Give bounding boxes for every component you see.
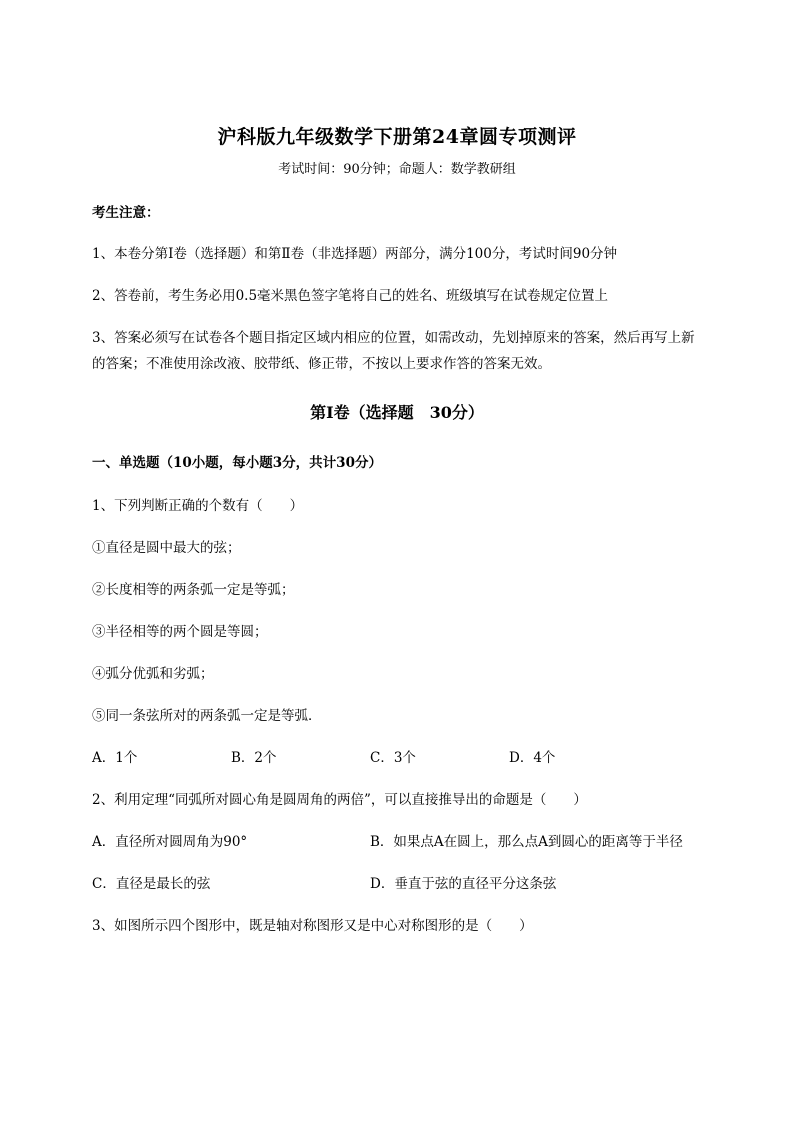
question-1-option-b: B．2个 bbox=[231, 750, 277, 766]
notice-item-2: 2、答卷前，考生务必用0.5毫米黑色签字笔将自己的姓名、班级填写在试卷规定位置上 bbox=[92, 288, 609, 304]
section-heading: 一、单选题（10小题，每小题3分，共计30分） bbox=[92, 455, 382, 471]
exam-info: 考试时间：90分钟；命题人：数学教研组 bbox=[278, 162, 516, 177]
notice-item-1: 1、本卷分第I卷（选择题）和第Ⅱ卷（非选择题）两部分，满分100分，考试时间90分钟 bbox=[92, 246, 618, 262]
question-1-statement-2: ②长度相等的两条弧一定是等弧； bbox=[92, 582, 295, 598]
notice-heading: 考生注意： bbox=[92, 205, 160, 221]
question-1-statement-1: ①直径是圆中最大的弦； bbox=[92, 540, 241, 556]
question-1-option-d: D．4个 bbox=[509, 750, 556, 766]
question-1-option-a: A．1个 bbox=[92, 750, 138, 766]
question-1-statement-4: ④弧分优弧和劣弧； bbox=[92, 666, 214, 682]
part-title: 第I卷（选择题 30分） bbox=[310, 403, 484, 422]
notice-item-3: 3、答案必须写在试卷各个题目指定区域内相应的位置，如需改动，先划掉原来的答案，然后再写上新 bbox=[92, 330, 695, 346]
question-1-statement-5: ⑤同一条弦所对的两条弧一定是等弧． bbox=[92, 708, 322, 724]
question-3-stem: 3、如图所示四个图形中，既是轴对称图形又是中心对称图形的是（ ） bbox=[92, 918, 533, 934]
page-title: 沪科版九年级数学下册第24章圆专项测评 bbox=[217, 126, 577, 148]
question-2-option-c: C．直径是最长的弦 bbox=[92, 876, 211, 892]
notice-item-3-cont: 的答案；不准使用涂改液、胶带纸、修正带，不按以上要求作答的答案无效。 bbox=[92, 356, 551, 372]
question-2-stem: 2、利用定理“同弧所对圆心角是圆周角的两倍”，可以直接推导出的命题是（ ） bbox=[92, 792, 587, 808]
question-2-option-d: D．垂直于弦的直径平分这条弦 bbox=[370, 876, 557, 892]
question-2-option-b: B．如果点A在圆上，那么点A到圆心的距离等于半径 bbox=[370, 834, 683, 850]
question-1-option-c: C．3个 bbox=[370, 750, 416, 766]
question-1-stem: 1、下列判断正确的个数有（ ） bbox=[92, 498, 304, 514]
question-2-option-a: A．直径所对圆周角为90° bbox=[92, 834, 248, 850]
question-1-statement-3: ③半径相等的两个圆是等圆； bbox=[92, 624, 268, 640]
